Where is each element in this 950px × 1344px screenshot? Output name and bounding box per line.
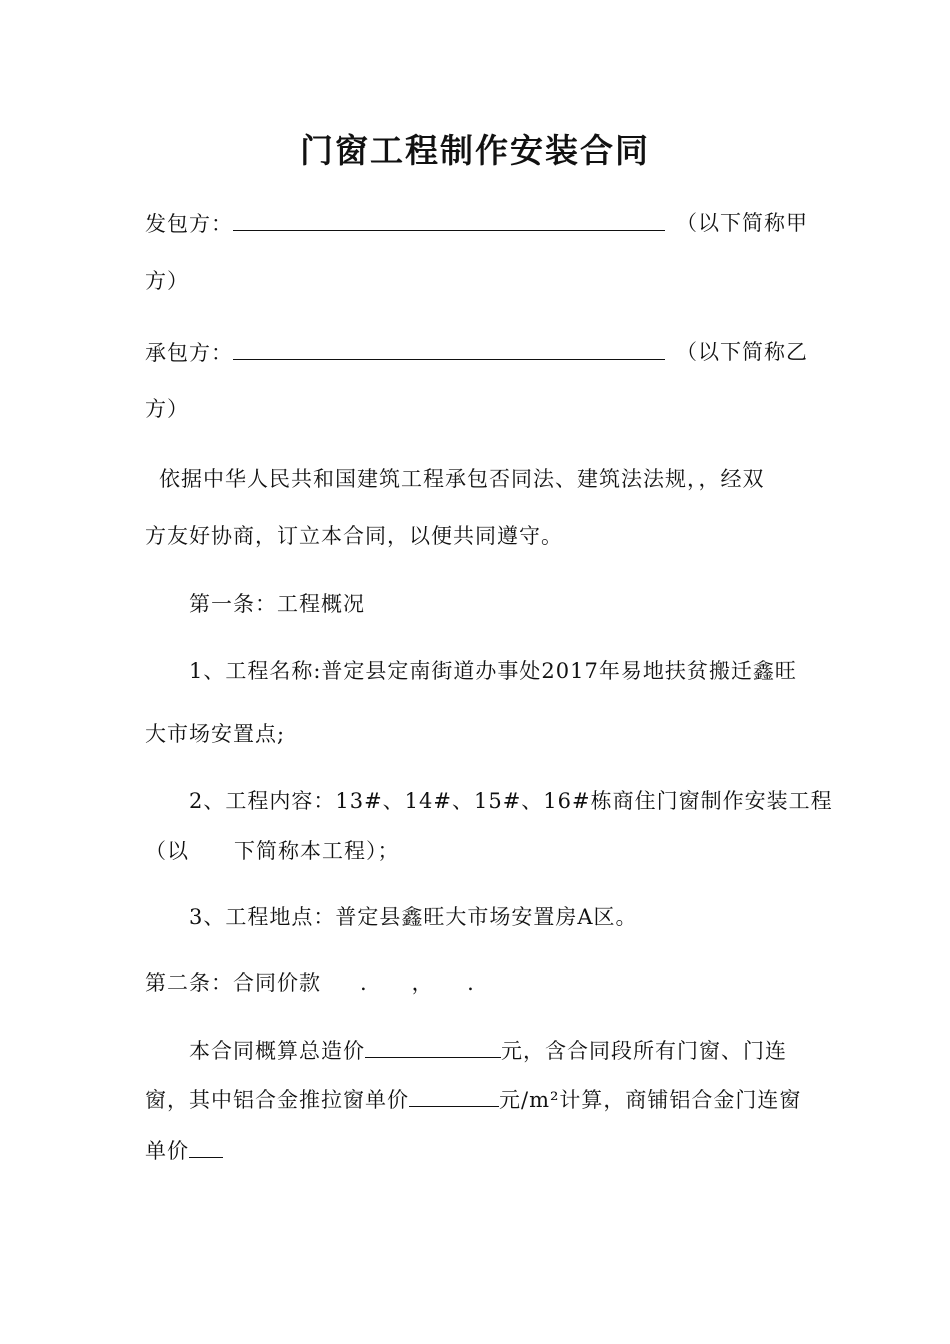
- contractor-suffix: （以下简称乙: [676, 340, 808, 364]
- intro-line-2: 方友好协商，订立本合同，以便共同遵守。: [145, 524, 563, 548]
- contractor-blank[interactable]: [233, 337, 665, 360]
- article1-heading: 第一条：工程概况: [189, 592, 365, 616]
- employer-suffix: （以下简称甲: [676, 211, 808, 235]
- article2-p1: [145, 1035, 787, 1066]
- contractor-wrap: 方）: [145, 397, 189, 421]
- article1-item1-line2: 大市场安置点;: [145, 722, 286, 746]
- article1-item1-line1: 1、工程名称:普定县定南街道办事处2017年易地扶贫搬迁鑫旺: [189, 659, 797, 683]
- contract-title: 门窗工程制作安装合同: [300, 131, 650, 170]
- contractor-label: 承包方：: [145, 341, 233, 365]
- shop-window-price-label: 单价: [145, 1139, 189, 1163]
- total-price-label: 本合同概算总造价: [189, 1039, 365, 1063]
- employer-line: [145, 208, 665, 239]
- total-price-blank[interactable]: [365, 1035, 501, 1058]
- sliding-window-price-suffix: 元/m²计算，商铺铝合金门连窗: [499, 1088, 802, 1112]
- sliding-window-price-label: 窗，其中铝合金推拉窗单价: [145, 1088, 409, 1112]
- employer-label: 发包方：: [145, 212, 233, 236]
- total-price-suffix: 元，含合同段所有门窗、门连: [501, 1039, 787, 1063]
- shop-window-price-blank[interactable]: [189, 1135, 223, 1158]
- article2-heading: 第二条：合同价款: [145, 971, 321, 995]
- article1-item2-line2a: （以: [145, 839, 189, 863]
- article1-item2-line2b: 下简称本工程）；: [234, 839, 400, 863]
- employer-wrap: 方）: [145, 269, 189, 293]
- article1-item2-line1: 2、工程内容：13#、14#、15#、16#栋商住门窗制作安装工程: [189, 789, 833, 813]
- article2-heading-marks: . ， .: [360, 971, 475, 995]
- contractor-line: [145, 337, 665, 368]
- article1-item3: 3、工程地点：普定县鑫旺大市场安置房A区。: [189, 905, 638, 929]
- intro-line-1: 依据中华人民共和国建筑工程承包否同法、建筑法法规，，经双: [159, 467, 765, 491]
- article2-p2: [145, 1084, 801, 1115]
- sliding-window-price-blank[interactable]: [409, 1084, 499, 1107]
- employer-blank[interactable]: [233, 208, 665, 231]
- article2-p3: [145, 1135, 223, 1166]
